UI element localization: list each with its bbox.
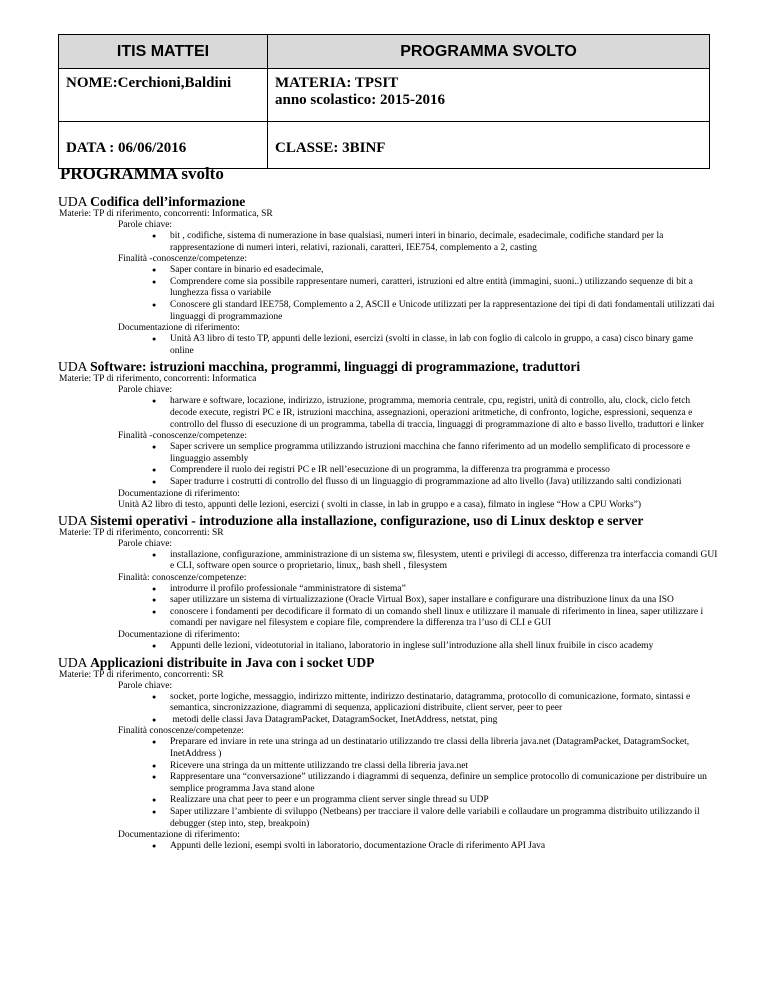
subject-cell	[268, 69, 710, 122]
list-item: ● saper utilizzare un sistema di virtualizzazione (Oracle Virtual Box), saper installare e configurare una distribuzione linux da una ISO	[152, 595, 674, 606]
uda-materie: Materie: TP di riferimento, concorrenti: Informatica	[59, 374, 257, 385]
bullet-icon: ●	[152, 715, 157, 724]
list-item: ● Saper scrivere un semplice programma utilizzando istruzioni macchina che fanno riferimento ad un modello semplificato di processore e linguaggio assembly	[152, 442, 690, 464]
subject: MATERIA: TPSIT	[275, 75, 399, 91]
goals-label: Finalità conoscenze/competenze:	[118, 726, 244, 737]
keywords-label: Parole chiave:	[118, 680, 173, 691]
page-title: PROGRAMMA svolto	[60, 164, 224, 183]
list-item: ● Appunti delle lezioni, esempi svolti in laboratorio, documentazione Oracle di riferimento API Java	[152, 841, 546, 852]
goals-label: Finalità -conoscenze/competenze:	[118, 431, 247, 442]
goals-label: Finalità -conoscenze/competenze:	[118, 254, 247, 265]
bullet-icon: ●	[152, 796, 157, 805]
docs-list	[58, 841, 718, 853]
bullet-icon: ●	[152, 397, 157, 406]
docs-label: Documentazione di riferimento:	[118, 323, 240, 334]
document-type: PROGRAMMA SVOLTO	[268, 35, 710, 69]
bullet-icon: ●	[152, 466, 157, 475]
list-item: ● Ricevere una stringa da un mittente utilizzando tre classi della libreria java.net	[152, 760, 469, 771]
list-item: ● Rappresentare una “conversazione” utilizzando i diagrammi di sequenza, definire un semplice protocollo di comunicazione per distribuire un semplice programma Java stand alone	[152, 772, 707, 794]
bullet-icon: ●	[152, 300, 157, 309]
uda-section	[58, 655, 718, 853]
list-item: ● Comprendere il ruolo dei registri PC e IR nell’esecuzione di un programma, la differenza tra programma e processo	[152, 465, 610, 476]
docs-list	[58, 334, 718, 357]
uda-materie: Materie: TP di riferimento, concorrenti: SR	[59, 669, 224, 680]
list-item: ● Preparare ed inviare in rete una stringa ad un destinatario utilizzando tre classi della libreria java.net (DatagramPacket, DatagramSocket, InetAddress )	[152, 737, 690, 760]
docs-text: Unità A2 libro di testo, appunti delle lezioni, esercizi ( svolti in classe, in lab in gruppo e a casa), filmato in inglese “How a CPU Works”)	[118, 499, 642, 510]
uda-title: Sistemi operativi - introduzione alla installazione, configurazione, uso di Linux desktop e server	[90, 512, 644, 528]
uda-heading: UDA Applicazioni distribuite in Java con i socket UDP	[58, 654, 375, 670]
bullet-icon: ●	[152, 808, 157, 816]
keywords-label: Parole chiave:	[118, 538, 173, 549]
teacher-names: NOME:Cerchioni,Baldini	[59, 69, 268, 122]
list-item: ● Comprendere come sia possibile rappresentare numeri, caratteri, istruzioni ed altre entità (immagini, suoni..) utilizzando sequenze di bit a lunghezza fissa o variabile	[152, 276, 693, 299]
bullet-icon: ●	[152, 335, 157, 344]
uda-heading: UDA Sistemi operativi - introduzione alla installazione, configurazione, uso di Linux desktop e server	[58, 512, 644, 528]
keywords-list	[58, 692, 718, 727]
class: CLASSE: 3BINF	[268, 122, 710, 169]
list-item: ● introdurre il profilo professionale “amministratore di sistema”	[152, 583, 406, 594]
program-content	[58, 194, 718, 853]
school-year: anno scolastico: 2015-2016	[275, 92, 445, 108]
uda-title: Applicazioni distribuite in Java con i socket UDP	[90, 654, 375, 670]
list-item: ● harware e software, locazione, indirizzo, istruzione, programma, memoria centrale, cpu, registri, unità di controllo, alu, clock, ciclo fetch decode execute, registri PC e IR, istruzioni macchina, assegnazioni, operazioni aritmetiche, di confronto, logiche, espressioni, sequenza e controllo del flusso di esecuzione di un programma, tabella di traccia, linguaggi di programmazione di alto e basso livello, traduttori e linker	[152, 396, 704, 430]
bullet-icon: ●	[152, 842, 157, 851]
uda-title: Codifica dell’informazione	[90, 194, 246, 209]
docs-list	[58, 641, 718, 653]
bullet-icon: ●	[152, 738, 157, 747]
goals-label: Finalità: conoscenze/competenze:	[118, 572, 247, 583]
list-item: ● conoscere i fondamenti per decodificare il formato di un comando shell linux e utilizzare il manuale di riferimento in linea, saper utilizzare i comandi per navigare nel filesystem e copiare file, comprendere la differenza tra l’uso di CLI e GUI	[152, 606, 704, 629]
uda-title: Software: istruzioni macchina, programmi, linguaggi di programmazione, traduttori	[90, 359, 581, 375]
docs-label: Documentazione di riferimento:	[118, 830, 240, 841]
bullet-icon: ●	[152, 642, 157, 651]
uda-section	[58, 513, 718, 653]
list-item: ● bit , codifiche, sistema di numerazione in base qualsiasi, numeri interi in binario, decimale, esadecimale, codifiche standard per la rappresentazione di numeri interi, relativi, razionali, caratteri, IEE754, complemento a 2, casting	[152, 231, 664, 253]
bullet-icon: ●	[152, 232, 157, 240]
uda-heading: UDA Software: istruzioni macchina, programmi, linguaggi di programmazione, traduttori	[58, 359, 581, 375]
school-name: ITIS MATTEI	[59, 35, 268, 69]
list-item: ● installazione, configurazione, amministrazione di un sistema sw, filesystem, utenti e privilegi di accesso, differenza tra interfaccia comandi GUI e CLI, software open source o proprietario, linux,, bash shell , filesystem	[152, 549, 718, 572]
bullet-icon: ●	[152, 443, 157, 452]
list-item: ● Appunti delle lezioni, videotutorial in italiano, laboratorio in inglese sull’introduzione alla shell linux fruibile in cisco academy	[152, 641, 654, 652]
bullet-icon: ●	[152, 266, 157, 275]
goals-list	[58, 442, 718, 488]
bullet-icon: ●	[152, 761, 157, 770]
list-item: ● Saper contare in binario ed esadecimale,	[152, 265, 324, 276]
bullet-icon: ●	[152, 596, 157, 605]
goals-list	[58, 737, 718, 830]
list-item: ● Unità A3 libro di testo TP, appunti delle lezioni, esercizi (svolti in classe, in lab con foglio di calcolo in gruppo, a casa) cisco binary game online	[152, 334, 693, 356]
uda-section	[58, 194, 718, 357]
bullet-icon: ●	[152, 277, 157, 286]
goals-list	[58, 265, 718, 323]
list-item: ● Realizzare una chat peer to peer e un programma client server single thread su UDP	[152, 795, 489, 806]
list-item: ● Conoscere gli standard IEE758, Complemento a 2, ASCII e Unicode utilizzati per la rappresentazione dei tipi di dati fondamentali utilizzati dai linguaggi di programmazione	[152, 299, 715, 322]
bullet-icon: ●	[152, 607, 157, 616]
goals-list	[58, 584, 718, 630]
list-item: ● socket, porte logiche, messaggio, indirizzo mittente, indirizzo destinatario, datagramma, protocollo di comunicazione, formato, sintassi e semantica, sincronizzazione, diagrammi di sequenza, applicazioni distribuite, client server, peer to peer	[152, 691, 691, 714]
bullet-icon: ●	[152, 692, 157, 701]
uda-section	[58, 359, 718, 510]
keywords-list	[58, 231, 718, 254]
list-item: ● metodi delle classi Java DatagramPacket, DatagramSocket, InetAddress, netstat, ping	[152, 714, 498, 725]
bullet-icon: ●	[152, 584, 157, 593]
docs-label: Documentazione di riferimento:	[118, 488, 240, 499]
list-item: ● Saper tradurre i costrutti di controllo del flusso di un linguaggio di programmazione ad alto livello (Java) utilizzando salti condizionati	[152, 476, 682, 487]
bullet-icon: ●	[152, 477, 157, 486]
keywords-label: Parole chiave:	[118, 385, 173, 396]
keywords-list	[58, 396, 718, 431]
keywords-label: Parole chiave:	[118, 220, 173, 230]
keywords-list	[58, 550, 718, 573]
bullet-icon: ●	[152, 773, 157, 782]
uda-materie: Materie: TP di riferimento, concorrenti: Informatica, SR	[59, 209, 273, 219]
date: DATA : 06/06/2016	[59, 122, 268, 169]
uda-materie: Materie: TP di riferimento, concorrenti: SR	[59, 527, 224, 538]
list-item: ● Saper utilizzare l’ambiente di sviluppo (Netbeans) per tracciare il valore delle variabili e collaudare un programma distribuito utilizzando il debugger (step into, step, breakpoin)	[152, 807, 700, 829]
uda-heading: UDA Codifica dell’informazione	[58, 194, 246, 209]
bullet-icon: ●	[152, 550, 157, 559]
header-table	[58, 34, 710, 169]
docs-label: Documentazione di riferimento:	[118, 630, 240, 641]
